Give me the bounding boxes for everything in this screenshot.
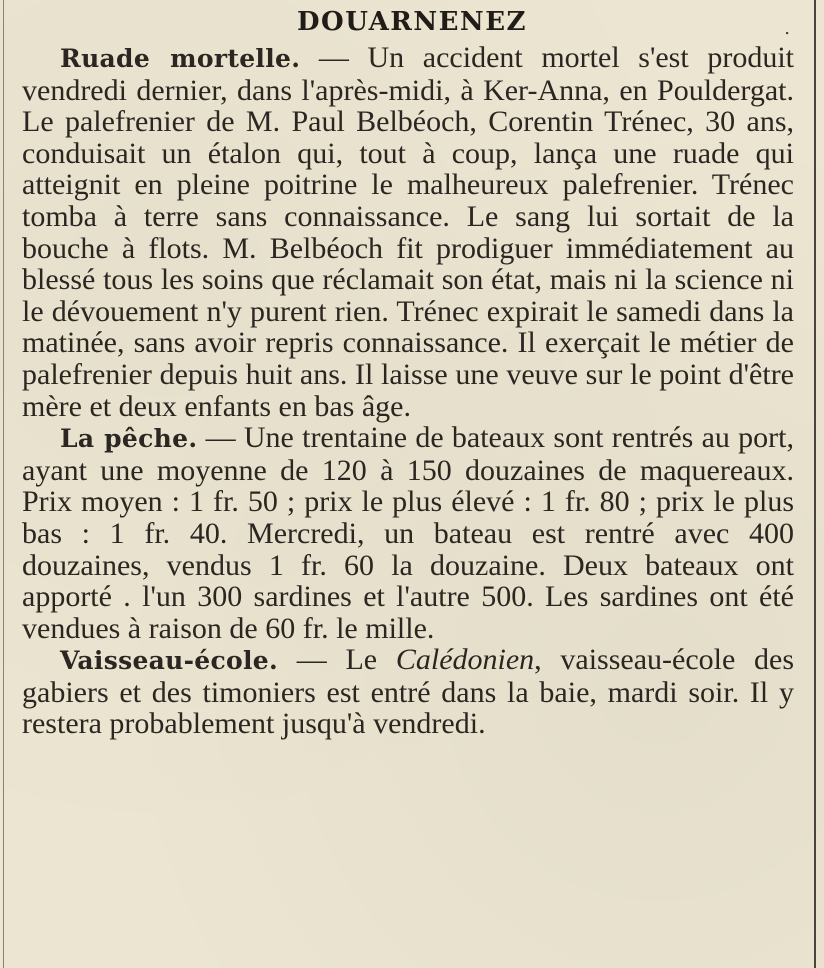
column-rule — [814, 0, 816, 968]
article-la-peche — [22, 422, 794, 644]
article-body: , vaisseau-école des gabiers et des timoniers est entré dans la baie, mardi soir. Il y restera probablement jusqu'à vendredi. — [22, 643, 794, 741]
article-vaisseau-ecole — [22, 644, 794, 740]
article-lead: Ruade mortelle. — [60, 44, 301, 73]
article-body: — Le — [278, 643, 396, 677]
article-lead: La pêche. — [60, 424, 198, 454]
ship-name: Calédonien — [395, 643, 535, 677]
section-heading: DOUARNENEZ — [297, 7, 527, 37]
article-lead: Vaisseau-école. — [60, 646, 279, 676]
article-body: — Un accident mortel s'est produit vendredi dernier, dans l'après-midi, à Ker-Anna, en Pouldergat. Le palefrenier de M. Paul Belbéoch, Corentin Trénec, 30 ans, conduisait un étalon qui, tout à coup, lança une ruade qui atteignit en pleine poitrine le malheureux palefrenier. Trénec tomba à terre sans connaissance. Le sang lui sortait de la bouche à flots. M. Belbéoch fit prodiguer immédiatement au blessé tous les soins que réclamait son état, mais ni la science ni le dévouement n'y purent rien. Trénec expirait le samedi dans la matinée, sans avoir repris connaissance. Il exerçait le métier de palefrenier depuis huit ans. Il laisse une veuve sur le point d'être mère et deux enfants en bas âge. — [22, 41, 794, 423]
article-body: — Une trentaine de bateaux sont rentrés au port, ayant une moyenne de 120 à 150 douzaines de maquereaux. Prix moyen : 1 fr. 50 ; prix le plus élevé : 1 fr. 80 ; prix le plus bas : 1 fr. 40. Mercredi, un bateau est rentré avec 400 douzaines, vendus 1 fr. 60 la douzaine. Deux bateaux ont apporté . l'un 300 sardines et l'autre 500. Les sardines ont été vendues à raison de 60 fr. le mille. — [22, 421, 794, 645]
left-edge-rule — [3, 0, 4, 968]
article-column — [22, 42, 794, 740]
article-ruade-mortelle — [22, 42, 794, 422]
margin-mark: . — [784, 18, 790, 39]
